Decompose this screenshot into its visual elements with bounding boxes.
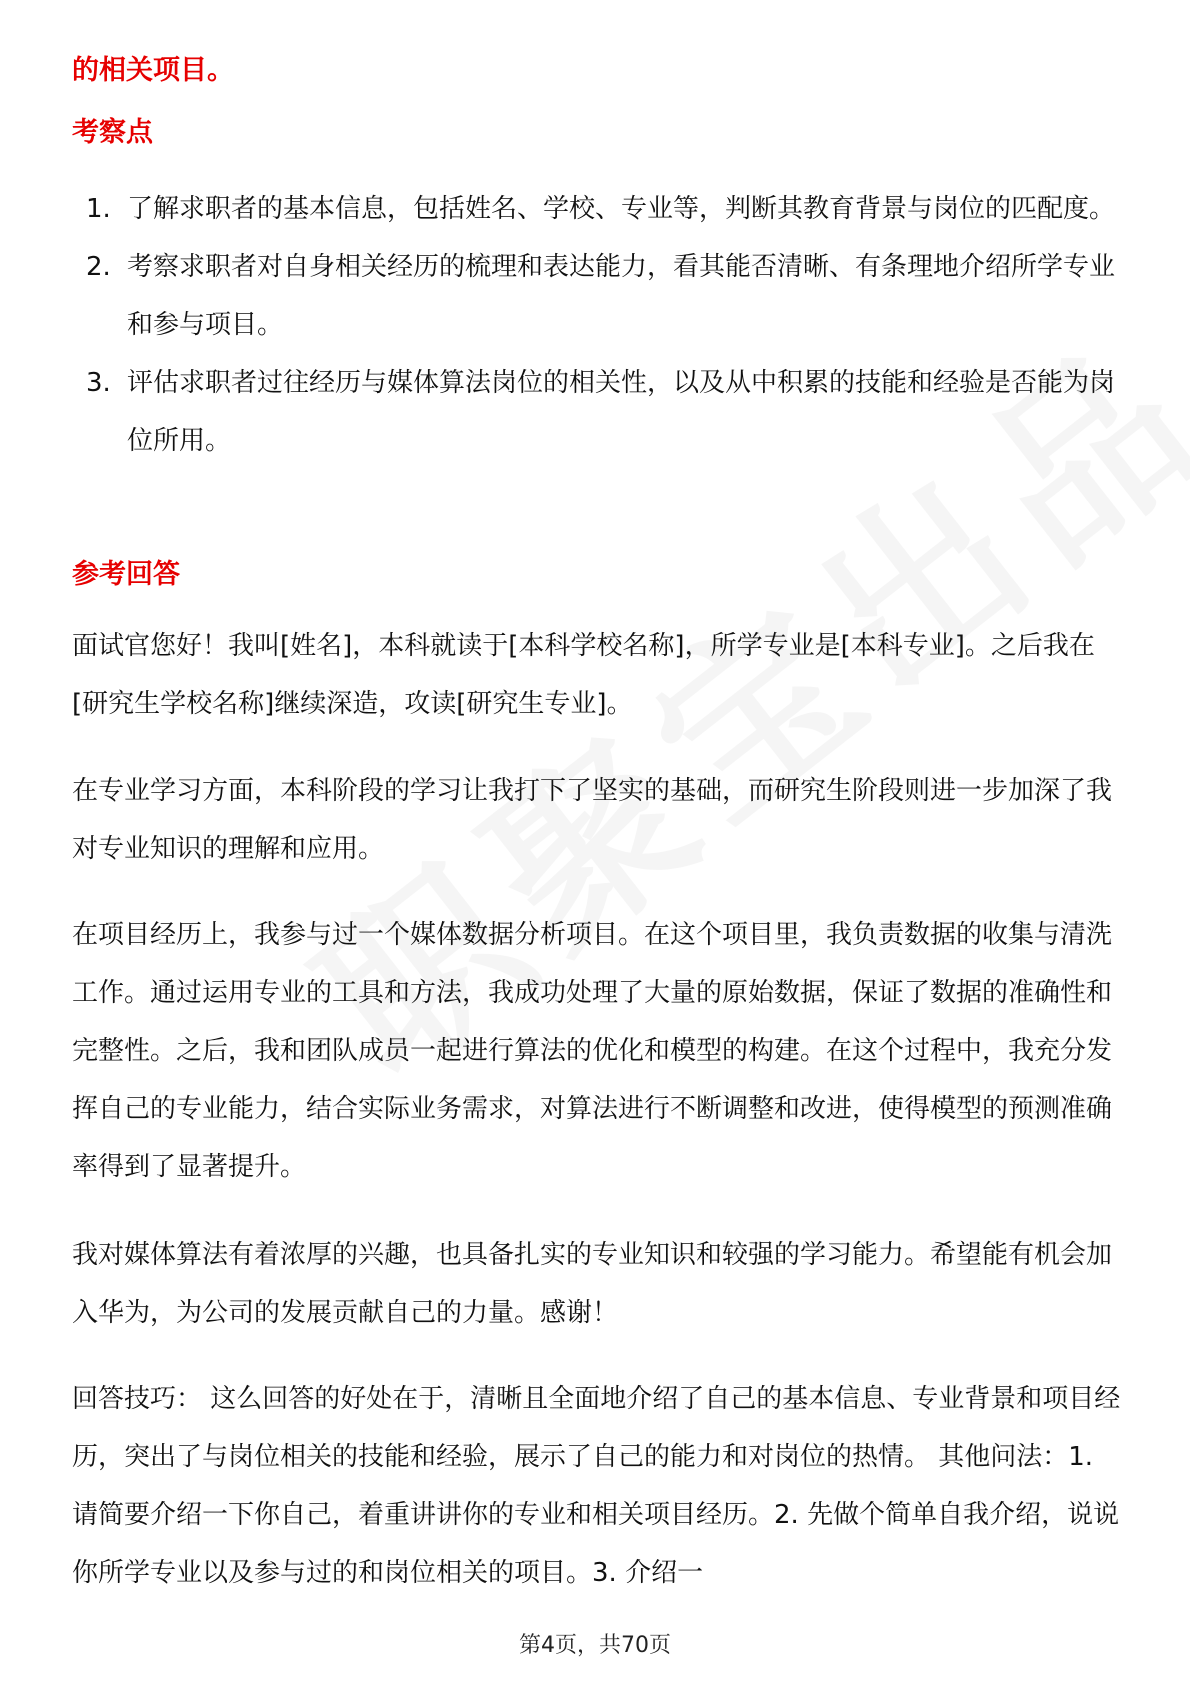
- list-item-text: 评估求职者过往经历与媒体算法岗位的相关性，以及从中积累的技能和经验是否能为岗位所用。: [127, 368, 1116, 456]
- list-item: [72, 180, 1122, 238]
- section-heading-answer: 参考回答: [72, 559, 180, 590]
- list-number: 3.: [86, 368, 111, 398]
- list-item-text: 考察求职者对自身相关经历的梳理和表达能力，看其能否清晰、有条理地介绍所学专业和参与项目。: [127, 252, 1116, 340]
- answer-paragraph: 我对媒体算法有着浓厚的兴趣，也具备扎实的专业知识和较强的学习能力。希望能有机会加入华为，为公司的发展贡献自己的力量。感谢！: [72, 1240, 1113, 1328]
- answer-paragraph: 在项目经历上，我参与过一个媒体数据分析项目。在这个项目里，我负责数据的收集与清洗工作。通过运用专业的工具和方法，我成功处理了大量的原始数据，保证了数据的准确性和完整性。之后，我和团队成员一起进行算法的优化和模型的构建。在这个过程中，我充分发挥自己的专业能力，结合实际业务需求，对算法进行不断调整和改进，使得模型的预测准确率得到了显著提升。: [72, 920, 1113, 1182]
- page-footer: 第4页，共70页: [519, 1633, 671, 1658]
- tips-paragraph: 回答技巧： 这么回答的好处在于，清晰且全面地介绍了自己的基本信息、专业背景和项目经历，突出了与岗位相关的技能和经验，展示了自己的能力和对岗位的热情。 其他问法：1. 请简要介绍一下你自己，着重讲讲你的专业和相关项目经历。2. 先做个简单自我介绍，说说你所学专业以及参与过的和岗位相关的项目。3. 介绍一: [72, 1384, 1121, 1588]
- answer-paragraph: 面试官您好！我叫[姓名]，本科就读于[本科学校名称]，所学专业是[本科专业]。之后我在[研究生学校名称]继续深造，攻读[研究生专业]。: [72, 631, 1095, 719]
- list-item: [72, 238, 1122, 354]
- points-list: [72, 180, 1122, 470]
- list-item-text: 了解求职者的基本信息，包括姓名、学校、专业等，判断其教育背景与岗位的匹配度。: [127, 194, 1116, 224]
- section-heading-points: 考察点: [72, 117, 153, 148]
- answer-paragraph: 在专业学习方面，本科阶段的学习让我打下了坚实的基础，而研究生阶段则进一步加深了我对专业知识的理解和应用。: [72, 776, 1113, 864]
- lead-text: 的相关项目。: [72, 55, 234, 86]
- list-item: [72, 354, 1122, 470]
- list-number: 1.: [86, 194, 111, 224]
- list-number: 2.: [86, 252, 111, 282]
